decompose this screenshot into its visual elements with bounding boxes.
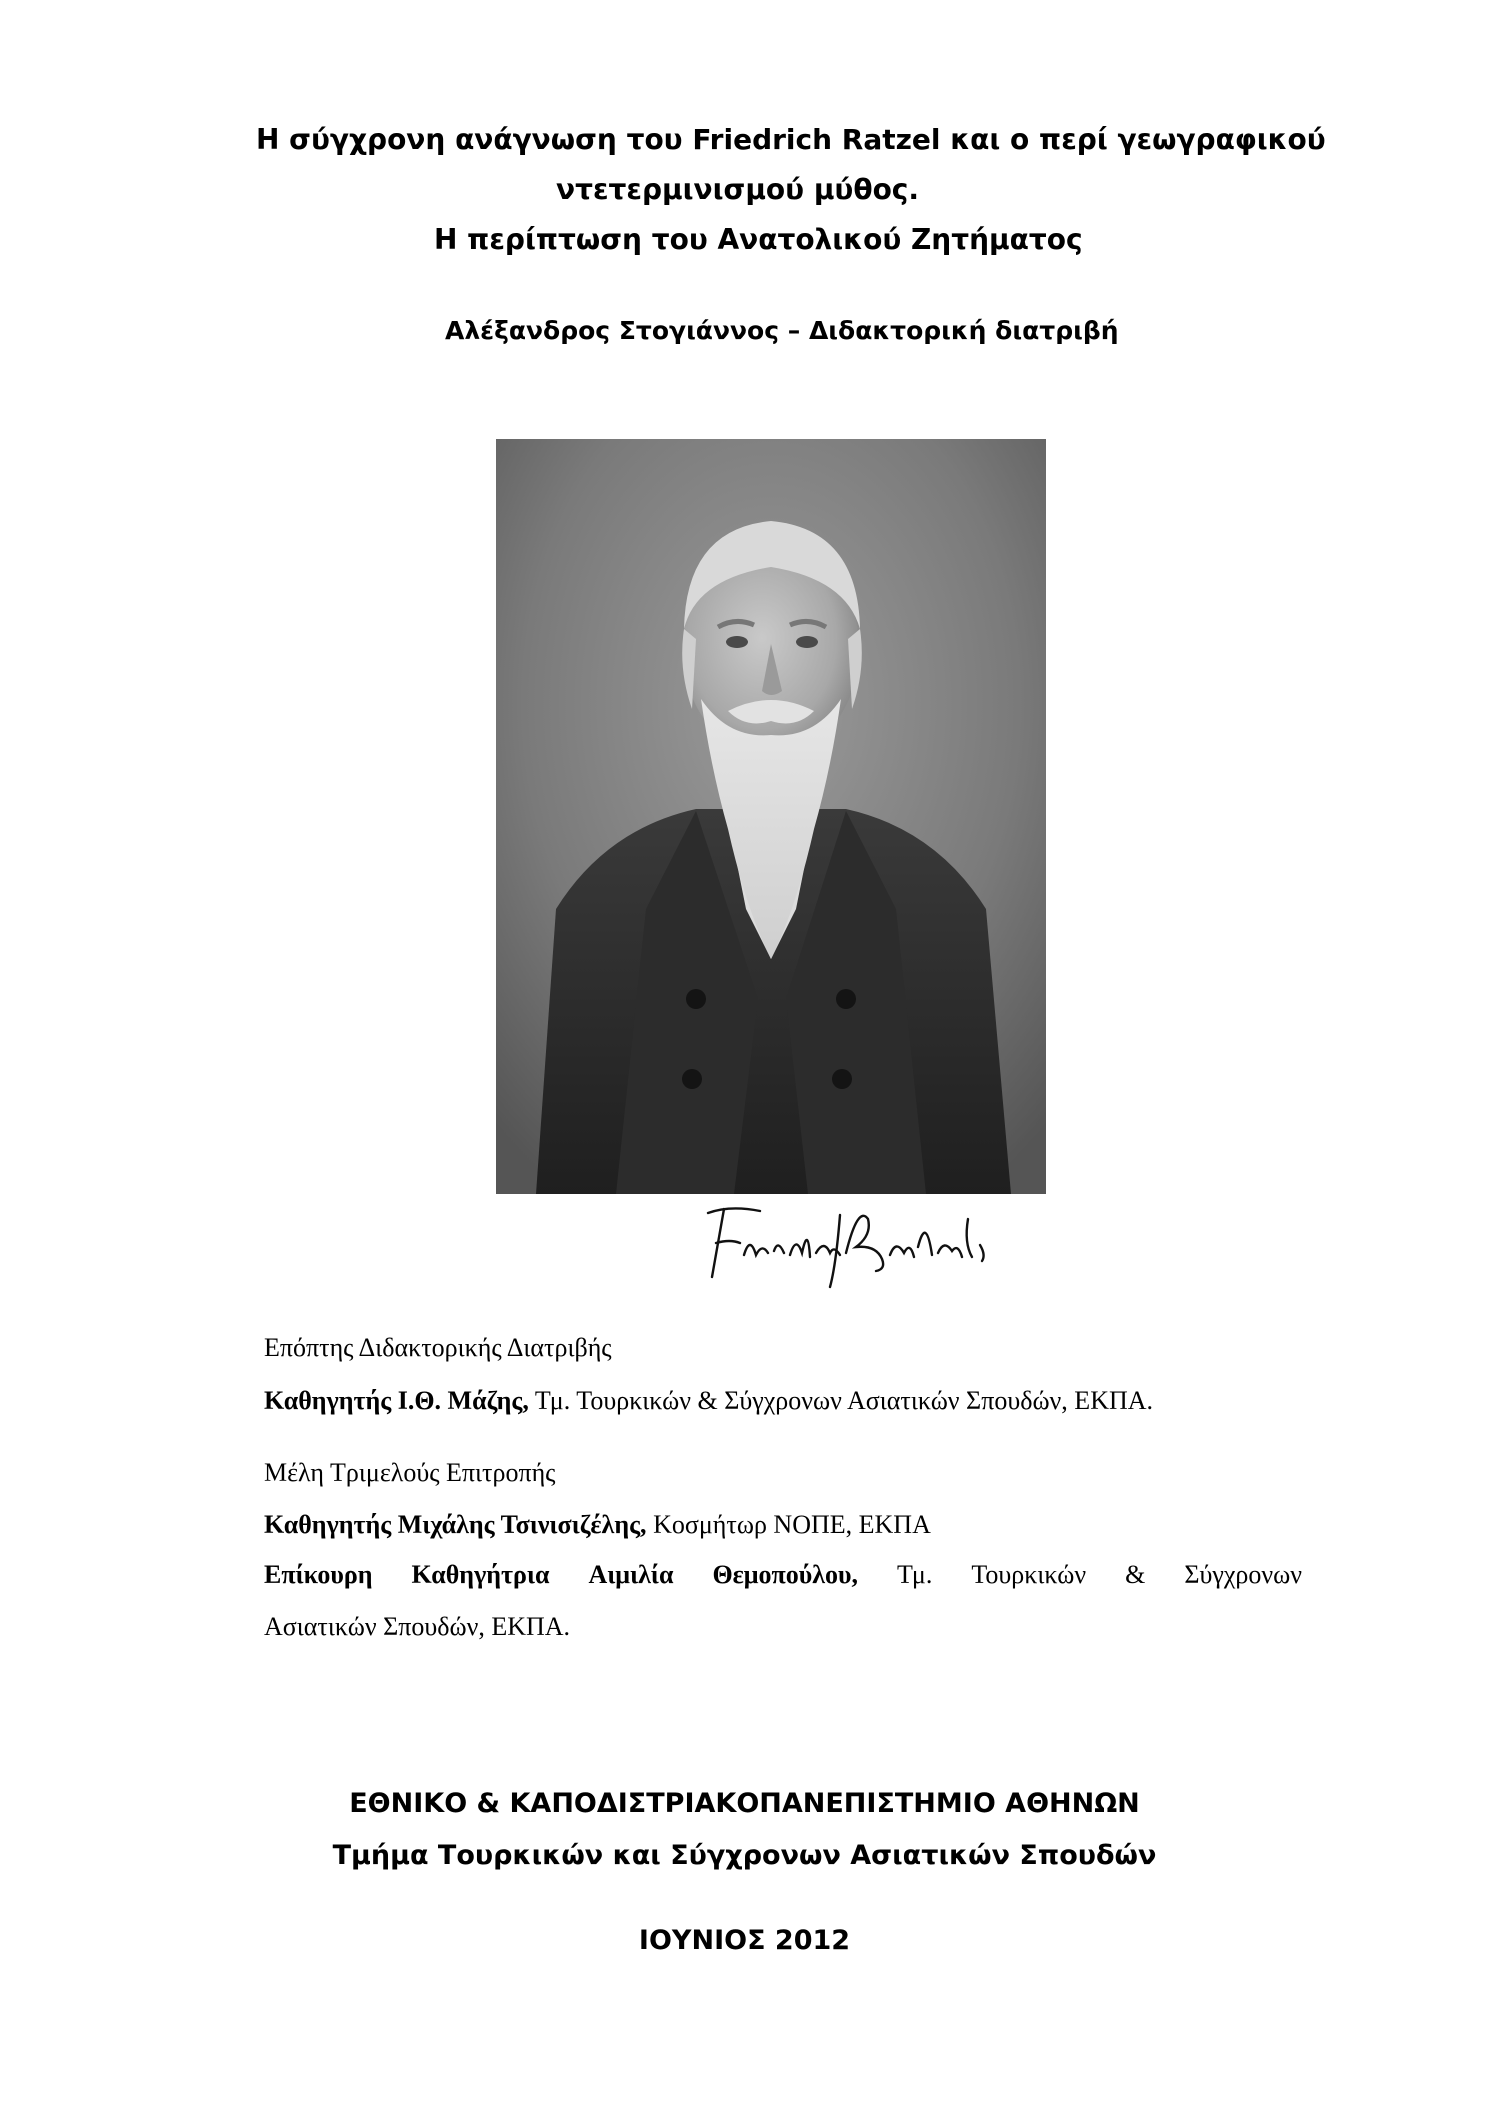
- committee-member-1-affiliation: Κοσμήτωρ ΝΟΠΕ, ΕΚΠΑ: [646, 1510, 931, 1539]
- committee-member-2-word: Αιμιλία: [588, 1560, 674, 1589]
- author-line: Αλέξανδρος Στογιάννος – Διδακτορική διατριβή: [445, 316, 1119, 345]
- committee-member-2-surname: Θεμοπούλου,: [712, 1560, 859, 1589]
- supervisor-affiliation: Τμ. Τουρκικών & Σύγχρονων Ασιατικών Σπουδών, ΕΚΠΑ.: [528, 1386, 1154, 1415]
- committee-member-2-continued: Ασιατικών Σπουδών, ΕΚΠΑ.: [264, 1612, 571, 1641]
- committee-member-2: [264, 1562, 1302, 1588]
- committee-member-2-word: Τμ.: [897, 1560, 933, 1589]
- committee-member-1-name: Καθηγητής Μιχάλης Τσινισιζέλης,: [264, 1510, 647, 1539]
- title-line-1: Η σύγχρονη ανάγνωση του Friedrich Ratzel και ο περί γεωγραφικού: [256, 123, 1326, 156]
- committee-member-2-word: Σύγχρονων: [1184, 1560, 1302, 1589]
- signature-image: [690, 1195, 1020, 1295]
- committee-member-2-word: Καθηγήτρια: [411, 1560, 550, 1589]
- committee-member-1: [264, 1512, 931, 1538]
- publication-date: ΙΟΥΝΙΟΣ 2012: [638, 1925, 851, 1956]
- committee-member-2-word: &: [1125, 1560, 1146, 1589]
- title-line-3: Η περίπτωση του Ανατολικού Ζητήματος: [434, 223, 1083, 256]
- department-name: Τμήμα Τουρκικών και Σύγχρονων Ασιατικών Σπουδών: [332, 1840, 1157, 1871]
- university-name: ΕΘΝΙΚΟ & ΚΑΠΟΔΙΣΤΡΙΑΚΟΠΑΝΕΠΙΣΤΗΜΙΟ ΑΘΗΝΩΝ: [349, 1788, 1140, 1819]
- supervisor-line: [264, 1388, 1153, 1414]
- committee-member-2-word: Επίκουρη: [264, 1560, 373, 1589]
- committee-heading: Μέλη Τριμελούς Επιτροπής: [264, 1458, 556, 1487]
- committee-member-2-word: Τουρκικών: [971, 1560, 1087, 1589]
- portrait-photo: [496, 439, 1046, 1194]
- title-line-2: ντετερμινισμού μύθος.: [556, 173, 920, 206]
- committee-member-2-word: [712, 1562, 858, 1588]
- supervisor-heading: Επόπτης Διδακτορικής Διατριβής: [264, 1333, 612, 1362]
- supervisor-name: Καθηγητής Ι.Θ. Μάζης,: [264, 1386, 529, 1415]
